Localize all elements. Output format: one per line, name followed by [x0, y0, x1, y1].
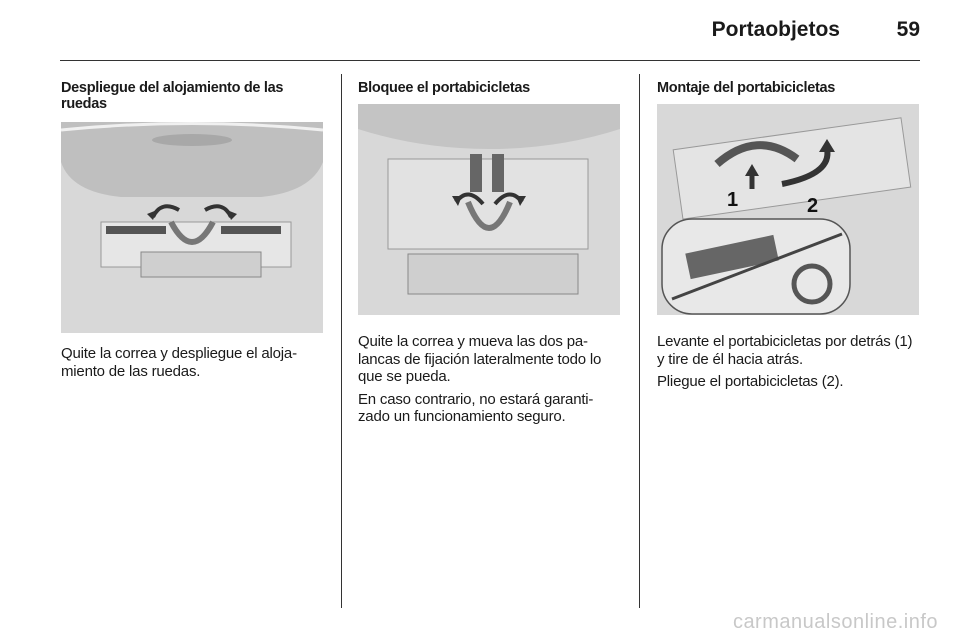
section-body [61, 345, 326, 385]
illustration-lock-carrier [358, 104, 620, 315]
paragraph: Pliegue el portabicicletas (2). [657, 373, 844, 390]
paragraph: Levante el portabicicletas por detrás (1) y tire de él hacia atrás. [657, 333, 913, 368]
header-divider [60, 60, 920, 61]
figure-label-2: 2 [807, 195, 819, 217]
section-heading: Bloquee el portabicicletas [358, 80, 530, 96]
paragraph: Quite la correa y despliegue el aloja-miento de las ruedas. [61, 345, 297, 380]
column-divider-2 [639, 74, 640, 608]
section-body [657, 333, 922, 396]
paragraph: Quite la correa y mueva las dos pa-lancas de fijación lateralmente todo lo que se pueda. [358, 333, 602, 385]
illustration-wheel-housing [61, 122, 323, 333]
page-number: 59 [896, 18, 920, 41]
illustration-mount-carrier [657, 104, 919, 315]
page-title: Portaobjetos [711, 18, 840, 41]
section-heading: Despliegue del alojamiento de las ruedas [61, 80, 284, 112]
footer-watermark: carmanualsonline.info [732, 611, 938, 633]
section-heading: Montaje del portabicicletas [657, 80, 836, 96]
section-body [358, 333, 623, 431]
paragraph: En caso contrario, no estará garanti-zado un funcionamiento seguro. [358, 390, 594, 425]
figure-label-1: 1 [727, 189, 739, 211]
column-divider-1 [341, 74, 342, 608]
